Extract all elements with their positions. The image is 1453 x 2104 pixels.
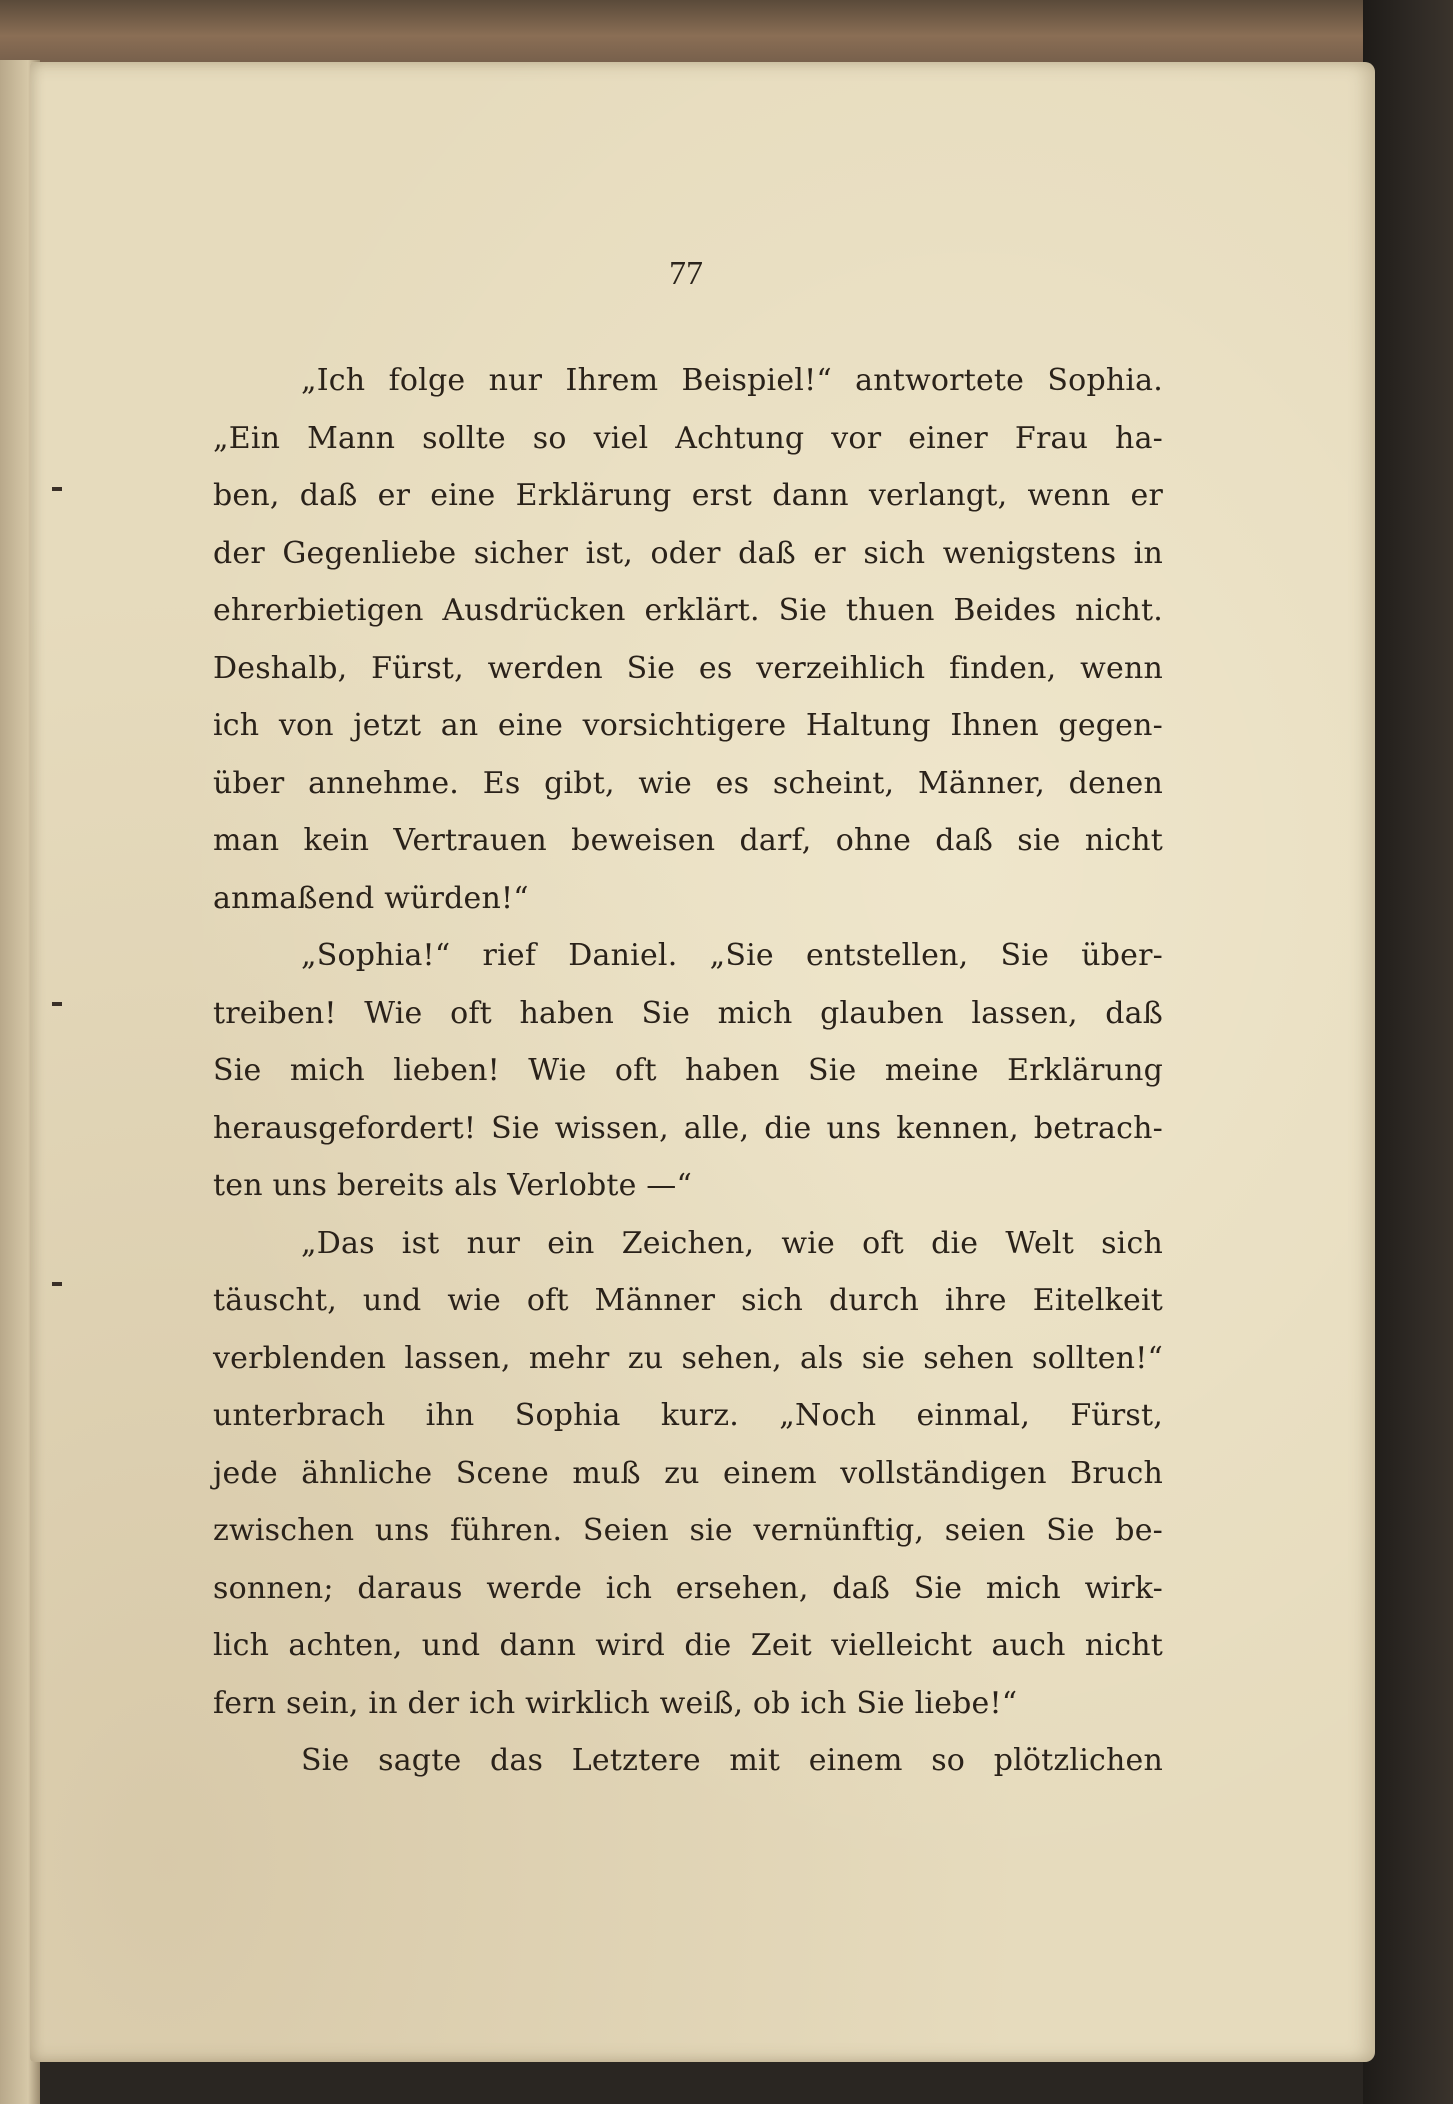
text-line: unterbrach ihn Sophia kurz. „Noch einmal, Fürst, xyxy=(213,1398,1163,1433)
text-line: zwischen uns führen. Seien sie vernünftig, seien Sie be- xyxy=(213,1513,1163,1548)
text-line: lich achten, und dann wird die Zeit vielleicht auch nicht xyxy=(213,1628,1163,1663)
text-line: herausgefordert! Sie wissen, alle, die uns kennen, betrach- xyxy=(213,1110,1163,1146)
page-number: 77 xyxy=(669,255,703,292)
text-line: ben, daß er eine Erklärung erst dann verlangt, wenn er xyxy=(213,478,1163,513)
text-line: verblenden lassen, mehr zu sehen, als sie sehen sollten!“ xyxy=(213,1340,1163,1376)
text-line: „Sophia!“ rief Daniel. „Sie entstellen, Sie über- xyxy=(301,938,1163,973)
text-line: sonnen; daraus werde ich ersehen, daß Sie mich wirk- xyxy=(213,1570,1163,1606)
text-line: man kein Vertrauen beweisen darf, ohne daß sie nicht xyxy=(213,823,1163,858)
text-line: Sie sagte das Letztere mit einem so plötzlichen xyxy=(301,1743,1163,1778)
book-cover-edge xyxy=(1363,0,1453,2104)
text-line: der Gegenliebe sicher ist, oder daß er sich wenigstens in xyxy=(213,535,1163,571)
text-line: ehrerbietigen Ausdrücken erklärt. Sie thuen Beides nicht. xyxy=(213,593,1163,628)
text-line: Deshalb, Fürst, werden Sie es verzeihlich finden, wenn xyxy=(213,650,1163,686)
text-line: ten uns bereits als Verlobte —“ xyxy=(213,1168,693,1203)
margin-mark xyxy=(52,487,62,491)
text-line: „Das ist nur ein Zeichen, wie oft die Welt sich xyxy=(301,1225,1163,1261)
text-line: über annehme. Es gibt, wie es scheint, Männer, denen xyxy=(213,765,1163,801)
text-line: anmaßend würden!“ xyxy=(213,880,529,916)
text-line: ich von jetzt an eine vorsichtigere Haltung Ihnen gegen- xyxy=(213,708,1163,743)
body-text xyxy=(213,352,1163,1790)
text-line: fern sein, in der ich wirklich weiß, ob ich Sie liebe!“ xyxy=(213,1685,1018,1721)
text-line: „Ich folge nur Ihrem Beispiel!“ antwortete Sophia. xyxy=(301,363,1163,398)
margin-mark xyxy=(52,1282,62,1286)
text-line: jede ähnliche Scene muß zu einem vollständigen Bruch xyxy=(213,1455,1163,1491)
text-line: Sie mich lieben! Wie oft haben Sie meine Erklärung xyxy=(213,1053,1163,1088)
margin-mark xyxy=(52,1002,62,1006)
text-line: täuscht, und wie oft Männer sich durch ihre Eitelkeit xyxy=(213,1283,1163,1318)
text-line: treiben! Wie oft haben Sie mich glauben lassen, daß xyxy=(213,995,1163,1031)
text-line: „Ein Mann sollte so viel Achtung vor einer Frau ha- xyxy=(213,420,1163,456)
